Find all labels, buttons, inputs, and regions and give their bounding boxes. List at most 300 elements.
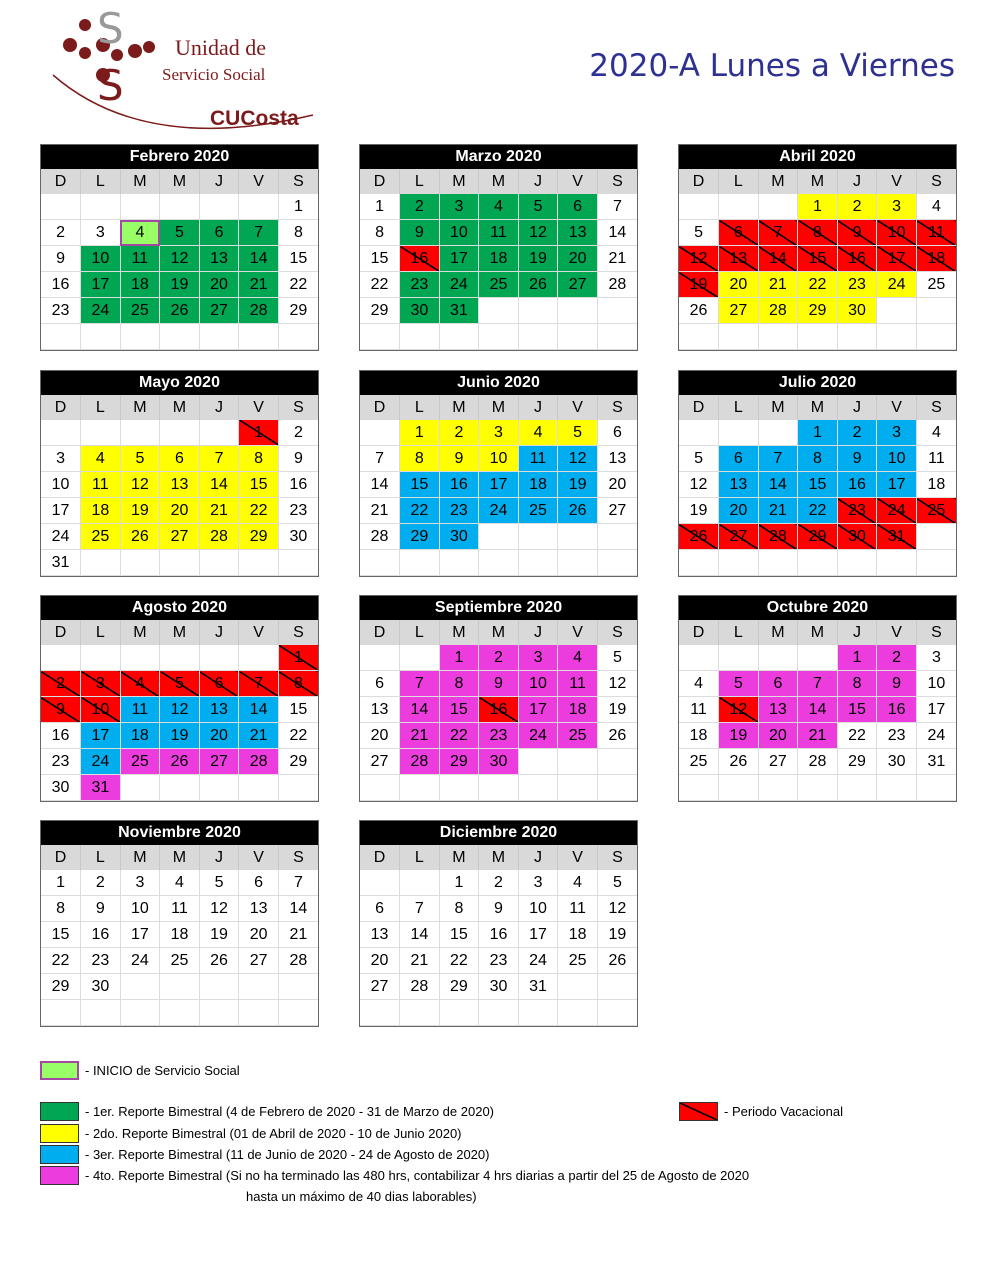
day-cell: 9 — [41, 246, 81, 272]
empty-cell — [837, 775, 877, 801]
weekday-header: V — [877, 395, 917, 420]
legend-r4: - 4to. Reporte Bimestral (Si no ha terminado las 480 hrs, contabilizar 4 hrs diarias a partir del 25 de Agosto de 2020 — [85, 1168, 750, 1183]
day-cell: 1 — [239, 420, 279, 446]
day-cell: 22 — [400, 498, 440, 524]
logo-line-2: Servicio Social — [162, 65, 266, 84]
day-cell: 29 — [278, 749, 318, 775]
empty-cell — [758, 550, 798, 576]
weekday-header: D — [41, 395, 81, 420]
day-cell: 9 — [479, 671, 519, 697]
day-cell: 12 — [597, 671, 637, 697]
empty-cell — [479, 1000, 519, 1026]
day-cell: 15 — [360, 246, 400, 272]
day-cell: 19 — [120, 498, 160, 524]
day-cell: 14 — [278, 896, 318, 922]
day-cell: 23 — [479, 723, 519, 749]
day-cell: 10 — [518, 671, 558, 697]
day-cell: 27 — [199, 298, 239, 324]
day-cell: 30 — [439, 524, 479, 550]
day-cell: 15 — [798, 246, 838, 272]
weekday-header: D — [679, 169, 719, 194]
day-cell: 12 — [558, 446, 598, 472]
empty-cell — [278, 1000, 318, 1026]
day-cell: 20 — [719, 498, 759, 524]
day-cell: 10 — [81, 697, 121, 723]
day-cell: 24 — [81, 749, 121, 775]
day-cell: 26 — [160, 749, 200, 775]
day-cell: 28 — [239, 298, 279, 324]
day-cell: 1 — [360, 194, 400, 220]
legend-swatch-r2 — [40, 1124, 79, 1143]
empty-cell — [360, 550, 400, 576]
day-cell: 31 — [439, 298, 479, 324]
weekday-header: S — [278, 620, 318, 645]
empty-cell — [120, 974, 160, 1000]
weekday-header: M — [439, 395, 479, 420]
day-cell: 30 — [837, 524, 877, 550]
day-cell: 21 — [400, 948, 440, 974]
day-cell: 16 — [41, 272, 81, 298]
empty-cell — [199, 775, 239, 801]
empty-cell — [120, 324, 160, 350]
empty-cell — [837, 324, 877, 350]
empty-cell — [239, 194, 279, 220]
day-cell: 13 — [719, 246, 759, 272]
day-cell: 26 — [120, 524, 160, 550]
day-cell: 10 — [120, 896, 160, 922]
day-cell: 5 — [160, 671, 200, 697]
day-cell: 3 — [479, 420, 519, 446]
empty-cell — [199, 324, 239, 350]
legend-swatch-vacacional — [679, 1102, 718, 1121]
day-cell: 3 — [439, 194, 479, 220]
day-cell: 21 — [360, 498, 400, 524]
day-cell: 5 — [558, 420, 598, 446]
empty-cell — [719, 194, 759, 220]
day-cell: 10 — [916, 671, 956, 697]
empty-cell — [360, 1000, 400, 1026]
day-cell: 27 — [160, 524, 200, 550]
empty-cell — [439, 775, 479, 801]
day-cell: 24 — [877, 498, 917, 524]
page-title: 2020-A Lunes a Viernes — [589, 48, 955, 84]
day-cell: 25 — [120, 749, 160, 775]
day-cell: 21 — [798, 723, 838, 749]
day-cell: 4 — [916, 420, 956, 446]
empty-cell — [81, 645, 121, 671]
month-calendar — [359, 820, 638, 1027]
empty-cell — [679, 645, 719, 671]
day-cell: 23 — [41, 749, 81, 775]
day-cell: 21 — [239, 272, 279, 298]
empty-cell — [558, 775, 598, 801]
empty-cell — [758, 775, 798, 801]
weekday-header: M — [120, 395, 160, 420]
day-cell: 21 — [758, 498, 798, 524]
day-cell: 23 — [439, 498, 479, 524]
day-cell: 5 — [679, 220, 719, 246]
weekday-header: S — [597, 169, 637, 194]
month-calendar — [359, 370, 638, 577]
day-cell: 23 — [877, 723, 917, 749]
weekday-header: D — [360, 845, 400, 870]
day-cell: 20 — [199, 723, 239, 749]
day-cell: 5 — [120, 446, 160, 472]
empty-cell — [400, 870, 440, 896]
empty-cell — [81, 194, 121, 220]
day-cell: 2 — [479, 870, 519, 896]
day-cell: 27 — [719, 298, 759, 324]
day-cell: 25 — [916, 272, 956, 298]
day-cell: 6 — [199, 220, 239, 246]
day-cell: 17 — [518, 922, 558, 948]
day-cell: 15 — [41, 922, 81, 948]
day-cell: 30 — [41, 775, 81, 801]
empty-cell — [239, 645, 279, 671]
empty-cell — [679, 775, 719, 801]
weekday-header: J — [837, 395, 877, 420]
weekday-header: D — [360, 395, 400, 420]
weekday-header: J — [199, 395, 239, 420]
day-cell: 30 — [278, 524, 318, 550]
month-title: Octubre 2020 — [679, 596, 956, 620]
day-cell: 4 — [916, 194, 956, 220]
day-cell: 29 — [278, 298, 318, 324]
day-cell: 23 — [837, 498, 877, 524]
day-cell: 31 — [916, 749, 956, 775]
day-cell: 16 — [278, 472, 318, 498]
day-cell: 19 — [558, 472, 598, 498]
day-cell: 8 — [278, 220, 318, 246]
day-cell: 17 — [120, 922, 160, 948]
legend-swatch-r4 — [40, 1166, 79, 1185]
legend-r3: - 3er. Reporte Bimestral (11 de Junio de 2020 - 24 de Agosto de 2020) — [85, 1147, 490, 1162]
day-cell: 5 — [160, 220, 200, 246]
day-cell: 24 — [518, 723, 558, 749]
empty-cell — [278, 974, 318, 1000]
day-cell: 30 — [479, 974, 519, 1000]
day-cell: 8 — [837, 671, 877, 697]
day-cell: 17 — [81, 723, 121, 749]
weekday-header: S — [916, 620, 956, 645]
day-cell: 7 — [400, 671, 440, 697]
day-cell: 14 — [597, 220, 637, 246]
month-title: Noviembre 2020 — [41, 821, 318, 845]
day-cell: 6 — [360, 671, 400, 697]
day-cell: 29 — [360, 298, 400, 324]
empty-cell — [597, 749, 637, 775]
empty-cell — [758, 194, 798, 220]
empty-cell — [81, 324, 121, 350]
day-cell: 15 — [400, 472, 440, 498]
day-cell: 17 — [41, 498, 81, 524]
day-cell: 27 — [360, 974, 400, 1000]
weekday-header: V — [877, 620, 917, 645]
empty-cell — [160, 775, 200, 801]
day-cell: 26 — [518, 272, 558, 298]
empty-cell — [558, 298, 598, 324]
empty-cell — [41, 420, 81, 446]
day-cell: 8 — [798, 220, 838, 246]
day-cell: 22 — [278, 272, 318, 298]
day-cell: 11 — [120, 246, 160, 272]
weekday-header: M — [120, 169, 160, 194]
day-cell: 6 — [719, 220, 759, 246]
day-cell: 1 — [400, 420, 440, 446]
day-cell: 12 — [160, 697, 200, 723]
weekday-header: V — [877, 169, 917, 194]
day-cell: 11 — [916, 220, 956, 246]
empty-cell — [597, 974, 637, 1000]
day-cell: 20 — [597, 472, 637, 498]
day-cell: 19 — [719, 723, 759, 749]
legend-inicio: - INICIO de Servicio Social — [85, 1063, 240, 1078]
day-cell: 3 — [877, 194, 917, 220]
day-cell: 30 — [479, 749, 519, 775]
empty-cell — [160, 194, 200, 220]
empty-cell — [877, 324, 917, 350]
weekday-header: D — [41, 169, 81, 194]
weekday-header: J — [199, 845, 239, 870]
empty-cell — [877, 550, 917, 576]
empty-cell — [877, 298, 917, 324]
weekday-header: M — [479, 169, 519, 194]
empty-cell — [518, 550, 558, 576]
month-title: Marzo 2020 — [360, 145, 637, 169]
empty-cell — [719, 420, 759, 446]
day-cell: 4 — [479, 194, 519, 220]
empty-cell — [239, 1000, 279, 1026]
day-cell: 3 — [41, 446, 81, 472]
day-cell: 20 — [160, 498, 200, 524]
day-cell: 31 — [41, 550, 81, 576]
day-cell: 25 — [81, 524, 121, 550]
day-cell: 23 — [81, 948, 121, 974]
day-cell: 9 — [837, 446, 877, 472]
svg-text:S: S — [97, 61, 124, 110]
day-cell: 7 — [798, 671, 838, 697]
day-cell: 19 — [160, 723, 200, 749]
empty-cell — [120, 550, 160, 576]
day-cell: 20 — [360, 948, 400, 974]
day-cell: 24 — [916, 723, 956, 749]
weekday-header: D — [679, 395, 719, 420]
day-cell: 18 — [558, 697, 598, 723]
day-cell: 5 — [518, 194, 558, 220]
weekday-header: V — [558, 395, 598, 420]
day-cell: 16 — [81, 922, 121, 948]
empty-cell — [160, 324, 200, 350]
day-cell: 1 — [798, 420, 838, 446]
day-cell: 23 — [400, 272, 440, 298]
day-cell: 7 — [239, 671, 279, 697]
logo-line-3: CUCosta — [210, 107, 299, 130]
day-cell: 4 — [120, 220, 160, 246]
empty-cell — [558, 749, 598, 775]
day-cell: 3 — [120, 870, 160, 896]
day-cell: 18 — [916, 246, 956, 272]
empty-cell — [518, 749, 558, 775]
weekday-header: S — [597, 845, 637, 870]
empty-cell — [679, 194, 719, 220]
month-calendar — [678, 370, 957, 577]
day-cell: 6 — [160, 446, 200, 472]
empty-cell — [479, 324, 519, 350]
day-cell: 14 — [360, 472, 400, 498]
empty-cell — [41, 194, 81, 220]
weekday-header: J — [518, 169, 558, 194]
empty-cell — [120, 1000, 160, 1026]
weekday-header: J — [199, 169, 239, 194]
empty-cell — [719, 550, 759, 576]
empty-cell — [597, 550, 637, 576]
weekday-header: M — [798, 169, 838, 194]
day-cell: 2 — [81, 870, 121, 896]
empty-cell — [120, 194, 160, 220]
weekday-header: L — [400, 395, 440, 420]
empty-cell — [360, 324, 400, 350]
empty-cell — [916, 775, 956, 801]
empty-cell — [916, 550, 956, 576]
day-cell: 28 — [400, 749, 440, 775]
empty-cell — [278, 324, 318, 350]
day-cell: 2 — [41, 671, 81, 697]
empty-cell — [400, 775, 440, 801]
day-cell: 2 — [837, 194, 877, 220]
day-cell: 4 — [558, 645, 598, 671]
legend-swatch-r3 — [40, 1145, 79, 1164]
day-cell: 16 — [877, 697, 917, 723]
day-cell: 27 — [360, 749, 400, 775]
day-cell: 26 — [597, 723, 637, 749]
empty-cell — [758, 420, 798, 446]
day-cell: 30 — [400, 298, 440, 324]
day-cell: 28 — [758, 524, 798, 550]
day-cell: 19 — [518, 246, 558, 272]
day-cell: 3 — [916, 645, 956, 671]
day-cell: 14 — [400, 697, 440, 723]
weekday-header: V — [239, 169, 279, 194]
day-cell: 8 — [439, 896, 479, 922]
day-cell: 3 — [518, 870, 558, 896]
day-cell: 2 — [439, 420, 479, 446]
day-cell: 11 — [558, 896, 598, 922]
day-cell: 28 — [360, 524, 400, 550]
day-cell: 17 — [81, 272, 121, 298]
day-cell: 30 — [877, 749, 917, 775]
day-cell: 20 — [719, 272, 759, 298]
empty-cell — [798, 324, 838, 350]
day-cell: 8 — [239, 446, 279, 472]
day-cell: 5 — [597, 645, 637, 671]
day-cell: 23 — [278, 498, 318, 524]
weekday-header: S — [278, 845, 318, 870]
day-cell: 26 — [719, 749, 759, 775]
day-cell: 31 — [518, 974, 558, 1000]
day-cell: 5 — [679, 446, 719, 472]
day-cell: 28 — [798, 749, 838, 775]
day-cell: 15 — [798, 472, 838, 498]
day-cell: 16 — [479, 922, 519, 948]
day-cell: 27 — [558, 272, 598, 298]
empty-cell — [798, 645, 838, 671]
legend-r4-cont: hasta un máximo de 40 dias laborables) — [246, 1189, 477, 1204]
day-cell: 29 — [400, 524, 440, 550]
empty-cell — [199, 1000, 239, 1026]
day-cell: 11 — [160, 896, 200, 922]
day-cell: 4 — [81, 446, 121, 472]
day-cell: 22 — [439, 723, 479, 749]
day-cell: 25 — [558, 723, 598, 749]
empty-cell — [558, 1000, 598, 1026]
month-calendar — [40, 370, 319, 577]
month-title: Abril 2020 — [679, 145, 956, 169]
month-calendar — [678, 144, 957, 351]
weekday-header: J — [837, 169, 877, 194]
day-cell: 27 — [199, 749, 239, 775]
day-cell: 20 — [360, 723, 400, 749]
empty-cell — [916, 524, 956, 550]
empty-cell — [479, 550, 519, 576]
day-cell: 7 — [400, 896, 440, 922]
day-cell: 8 — [400, 446, 440, 472]
day-cell: 3 — [81, 220, 121, 246]
empty-cell — [239, 974, 279, 1000]
day-cell: 13 — [719, 472, 759, 498]
day-cell: 15 — [278, 697, 318, 723]
weekday-header: J — [837, 620, 877, 645]
weekday-header: L — [400, 620, 440, 645]
day-cell: 22 — [837, 723, 877, 749]
weekday-header: V — [558, 169, 598, 194]
day-cell: 18 — [160, 922, 200, 948]
day-cell: 29 — [798, 298, 838, 324]
empty-cell — [160, 420, 200, 446]
empty-cell — [597, 1000, 637, 1026]
day-cell: 18 — [518, 472, 558, 498]
day-cell: 6 — [239, 870, 279, 896]
day-cell: 25 — [679, 749, 719, 775]
day-cell: 16 — [439, 472, 479, 498]
day-cell: 8 — [798, 446, 838, 472]
day-cell: 1 — [278, 194, 318, 220]
weekday-header: M — [439, 620, 479, 645]
day-cell: 1 — [439, 645, 479, 671]
month-title: Septiembre 2020 — [360, 596, 637, 620]
day-cell: 1 — [278, 645, 318, 671]
empty-cell — [199, 974, 239, 1000]
weekday-header: J — [518, 395, 558, 420]
legend-r2: - 2do. Reporte Bimestral (01 de Abril de 2020 - 10 de Junio 2020) — [85, 1126, 462, 1141]
legend-swatch-r1 — [40, 1102, 79, 1121]
empty-cell — [81, 550, 121, 576]
weekday-header: M — [120, 845, 160, 870]
day-cell: 24 — [41, 524, 81, 550]
day-cell: 27 — [597, 498, 637, 524]
empty-cell — [439, 550, 479, 576]
day-cell: 19 — [160, 272, 200, 298]
empty-cell — [81, 420, 121, 446]
day-cell: 8 — [278, 671, 318, 697]
empty-cell — [479, 524, 519, 550]
day-cell: 10 — [877, 220, 917, 246]
day-cell: 7 — [597, 194, 637, 220]
day-cell: 28 — [278, 948, 318, 974]
day-cell: 21 — [597, 246, 637, 272]
weekday-header: S — [278, 395, 318, 420]
day-cell: 1 — [439, 870, 479, 896]
day-cell: 21 — [758, 272, 798, 298]
